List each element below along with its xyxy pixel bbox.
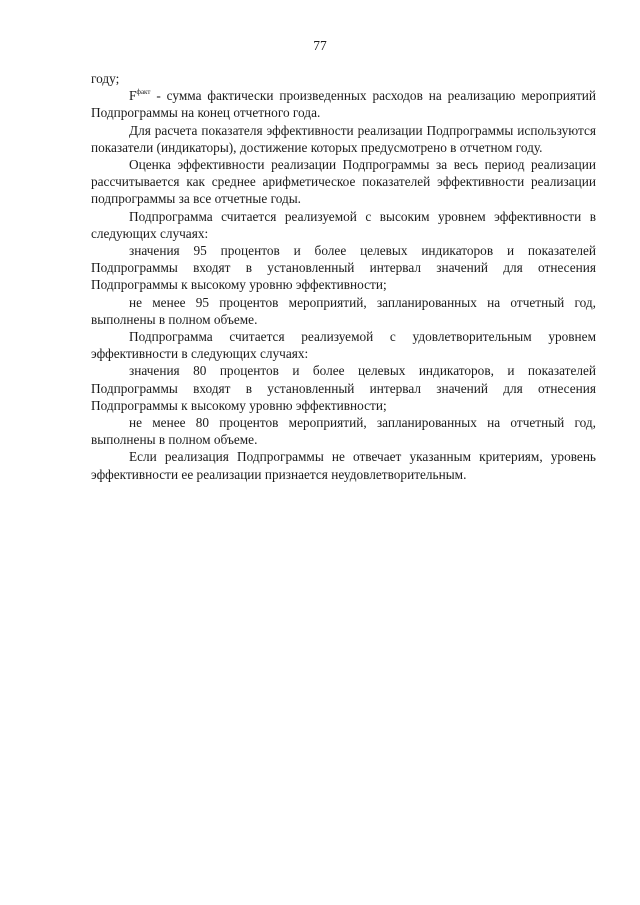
paragraph: Подпрограмма считается реализуемой с удовлетворительным уровнем эффективности в следующих случаях: — [91, 329, 596, 362]
paragraph: Если реализация Подпрограммы не отвечает указанным критериям, уровень эффективности ее реализации признается неудовлетворительным. — [91, 449, 596, 482]
document-body — [91, 70, 596, 483]
formula-superscript: факт — [136, 88, 151, 97]
paragraph: значения 80 процентов и более целевых индикаторов, и показателей Подпрограммы входят в установленный интервал значений для отнесения Подпрограммы к высокому уровню эффективности; — [91, 363, 596, 413]
formula-definition-text: сумма фактически произведенных расходов на реализацию мероприятий Подпрограммы на конец отчетного года. — [91, 88, 596, 121]
paragraph: не менее 95 процентов мероприятий, запланированных на отчетный год, выполнены в полном объеме. — [91, 294, 596, 327]
paragraph: значения 95 процентов и более целевых индикаторов и показателей Подпрограммы входят в установленный интервал значений для отнесения Подпрограммы к высокому уровню эффективности; — [91, 243, 596, 293]
paragraph: Подпрограмма считается реализуемой с высоким уровнем эффективности в следующих случаях: — [91, 208, 596, 241]
page-number: 77 — [313, 38, 327, 53]
paragraph: не менее 80 процентов мероприятий, запланированных на отчетный год, выполнены в полном объеме. — [91, 415, 596, 448]
formula-symbol: F — [129, 88, 137, 104]
paragraph: Оценка эффективности реализации Подпрограммы за весь период реализации рассчитывается как среднее арифметическое показателей эффективности реализации подпрограммы за все отчетные годы. — [91, 157, 596, 207]
paragraph-formula-definition — [91, 87, 596, 121]
paragraph: Для расчета показателя эффективности реализации Подпрограммы используются показатели (индикаторы), достижение которых предусмотрено в отчетном году. — [91, 122, 596, 155]
paragraph-continuation: году; — [91, 71, 120, 86]
formula-dash: - — [156, 88, 161, 104]
